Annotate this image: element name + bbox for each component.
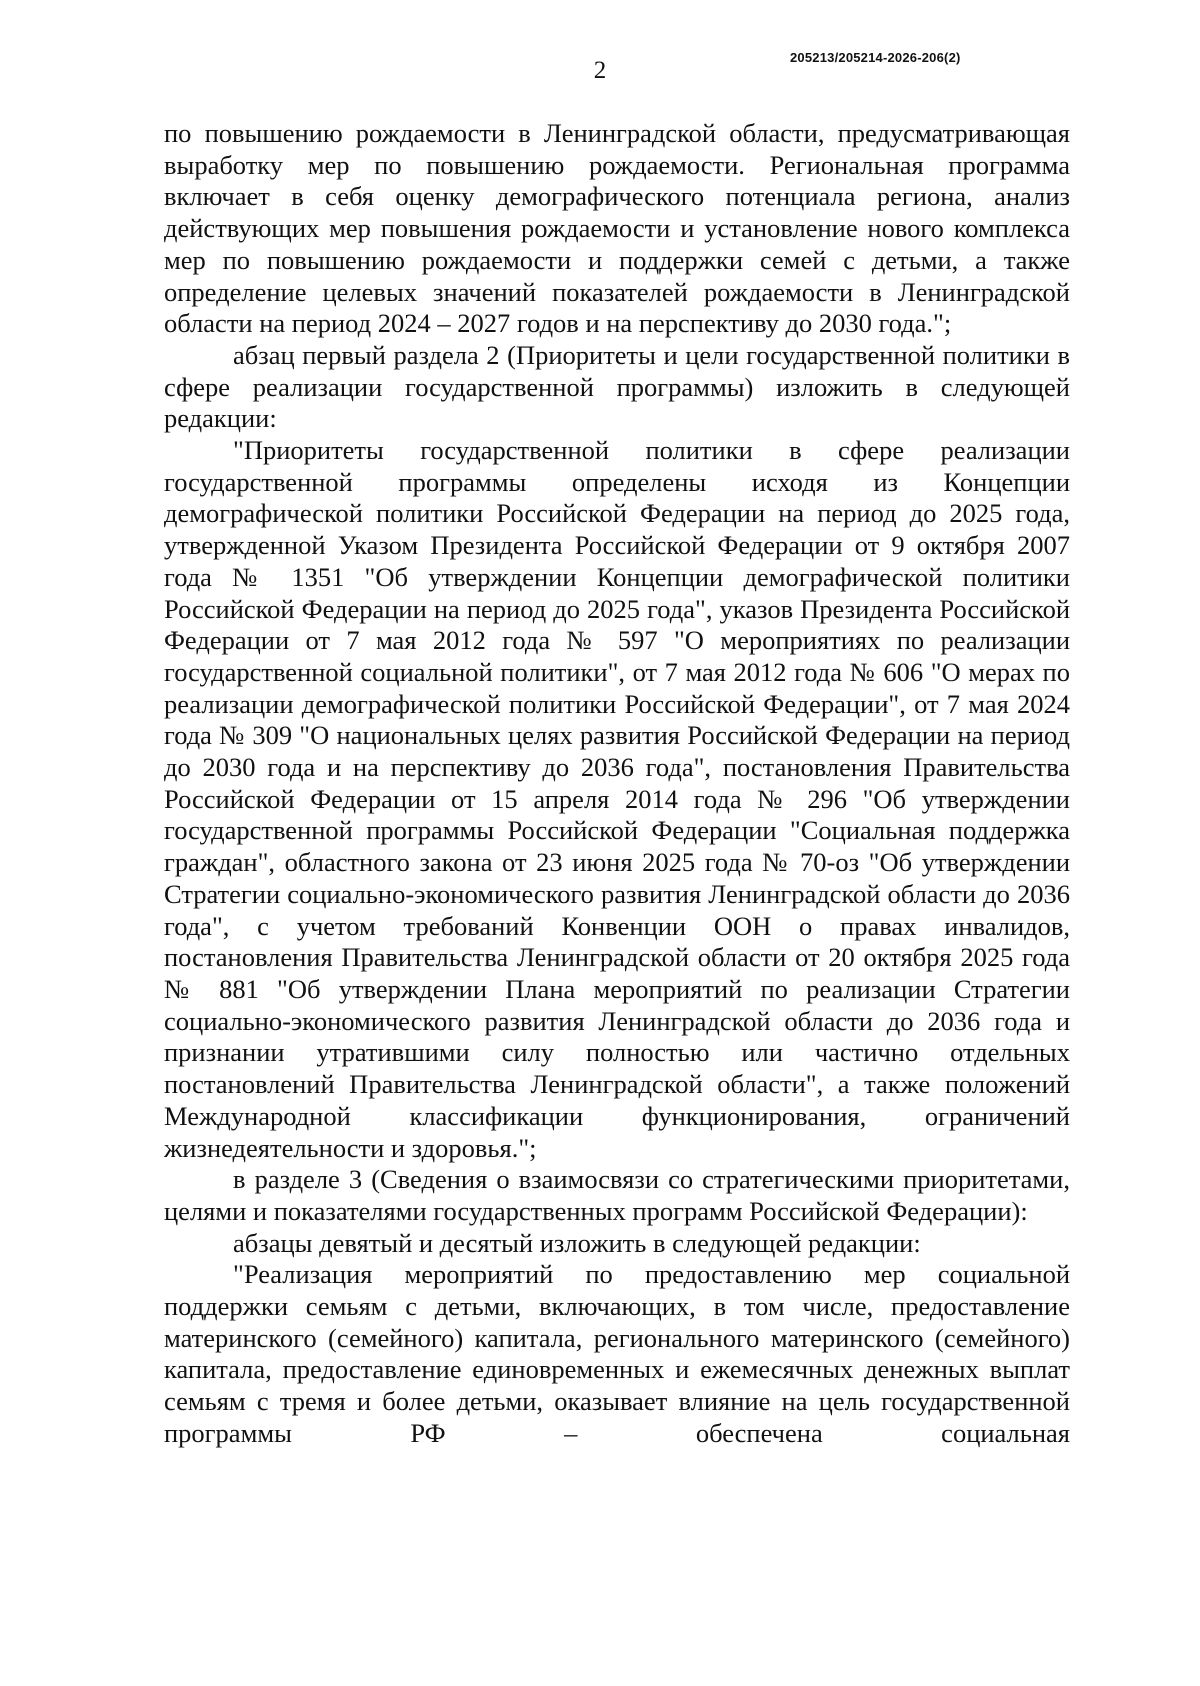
paragraph-6: "Реализация мероприятий по предоставлению мер социальной поддержки семьям с детьми, включающих, в том числе, предоставление материнского (семейного) капитала, регионального материнского (семейного) капитала, предоставление единовременных и ежемесячных денежных выплат семьям с тремя и более детьми, оказывает влияние на цель государственной программы РФ – обеспечена социальная (164, 1259, 1070, 1448)
paragraph-4: в разделе 3 (Сведения о взаимосвязи со стратегическими приоритетами, целями и показателями государственных программ Российской Федерации): (164, 1164, 1070, 1226)
document-body (164, 118, 1070, 1450)
paragraph-5: абзацы девятый и десятый изложить в следующей редакции: (233, 1227, 921, 1258)
paragraph-1: по повышению рождаемости в Ленинградской области, предусматривающая выработку мер по повышению рождаемости. Региональная программа включает в себя оценку демографического потенциала региона, анализ действующих мер повышения рождаемости и установление нового комплекса мер по повышению рождаемости и поддержки семей с детьми, а также определение целевых значений показателей рождаемости в Ленинградской области на период 2024 – 2027 годов и на перспективу до 2030 года."; (164, 118, 1070, 339)
paragraph-3: "Приоритеты государственной политики в сфере реализации государственной программы определены исходя из Концепции демографической политики Российской Федерации на период до 2025 года, утвержденной Указом Президента Российской Федерации от 9 октября 2007 года № 1351 "Об утверждении Концепции демографической политики Российской Федерации на период до 2025 года", указов Президента Российской Федерации от 7 мая 2012 года № 597 "О мероприятиях по реализации государственной социальной политики", от 7 мая 2012 года № 606 "О мерах по реализации демографической политики Российской Федерации", от 7 мая 2024 года № 309 "О национальных целях развития Российской Федерации на период до 2030 года и на перспективу до 2036 года", постановления Правительства Российской Федерации от 15 апреля 2014 года № 296 "Об утверждении государственной программы Российской Федерации "Социальная поддержка граждан", областного закона от 23 июня 2025 года № 70-оз "Об утверждении Стратегии социально-экономического развития Ленинградской области до 2036 года", с учетом требований Конвенции ООН о правах инвалидов, постановления Правительства Ленинградской области от 20 октября 2025 года № 881 "Об утверждении Плана мероприятий по реализации Стратегии социально-экономического развития Ленинградской области до 2036 года и признании утратившими силу полностью или частично отдельных постановлений Правительства Ленинградской области", а также положений Международной классификации функционирования, ограничений жизнедеятельности и здоровья."; (164, 435, 1070, 1163)
paragraph-2: абзац первый раздела 2 (Приоритеты и цели государственной политики в сфере реализации государственной программы) изложить в следующей редакции: (164, 339, 1070, 434)
document-id: 205213/205214-2026-206(2) (790, 50, 961, 65)
page-number: 2 (593, 57, 607, 84)
